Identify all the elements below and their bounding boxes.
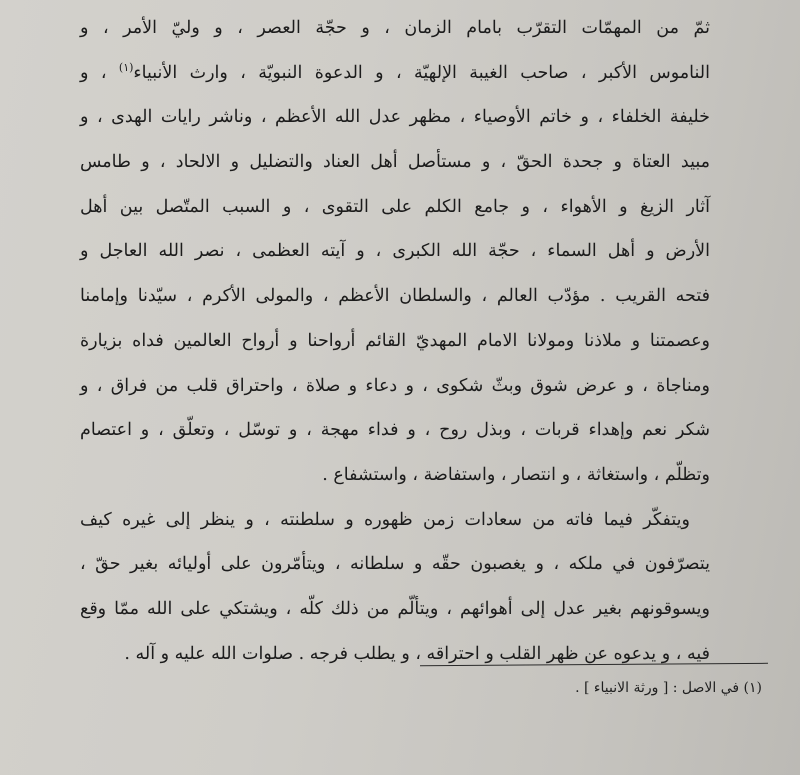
text-line: شكر نعم وإهداء قربات ، وبذل روح ، و فداء مهجة ، و توسّل ، وتعلّق ، و اعتصام [80, 420, 710, 441]
text-line: ويسوقونهم بغير عدل إلى أهوائهم ، ويتألّم من ذلك كلّه ، ويشتكي على الله ممّا وقع [80, 598, 710, 619]
main-text [80, 6, 710, 676]
text-line: فتحه القريب . مؤدّب العالم ، والسلطان الأعظم ، والمولى الأكرم ، سيّدنا وإمامنا [80, 286, 710, 307]
text-line: وعصمتنا و ملاذنا ومولانا الامام المهديّ القائم أرواحنا و أرواح العالمين فداه بزيارة [80, 330, 710, 351]
text-line: ومناجاة ، و عرض شوق وبثّ شكوى ، و دعاء و صلاة ، واحتراق قلب من فراق ، و [80, 375, 710, 396]
text-segment: ، و [80, 62, 107, 83]
footnote-text: في الاصل : [ ورثة الانبياء ] . [575, 680, 740, 696]
text-line [80, 51, 710, 96]
text-line: خليفة الخلفاء ، و خاتم الأوصياء ، مظهر عدل الله الأعظم ، وناشر رايات الهدى ، و [80, 107, 710, 128]
footnote-marker: (١) [118, 60, 134, 74]
text-line: فيه ، و يدعوه عن ظهر القلب و احتراقه ، و يطلب فرجه . صلوات الله عليه و آله . [124, 643, 710, 664]
text-line: وتظلّم ، واستغاثة ، و انتصار ، واستفاضة ، واستشفاع . [322, 464, 710, 485]
text-line: ويتفكّر فيما فاته من سعادات زمن ظهوره و سلطنته ، و ينظر إلى غيره كيف [80, 509, 690, 530]
text-line: مبيد العتاة و جحدة الحقّ ، و مستأصل أهل العناد والتضليل و الالحاد ، و طامس [80, 152, 710, 173]
text-line: آثار الزيغ و الأهواء ، و جامع الكلم على التقوى ، و السبب المتّصل بين أهل [80, 196, 710, 217]
text-line: ثمّ من المهمّات التقرّب بامام الزمان ، و حجّة العصر ، و وليّ الأمر ، و [80, 18, 710, 38]
text-segment: الناموس الأكبر ، صاحب الغيبة الإلهيّة ، و الدعوة النبويّة ، وارث الأنبياء [133, 62, 710, 83]
text-line: الأرض و أهل السماء ، حجّة الله الكبرى ، و آيته العظمى ، نصر الله العاجل و [80, 241, 710, 262]
footnote [360, 680, 762, 696]
text-line: يتصرّفون في ملكه ، و يغصبون حقّه و سلطانه ، ويتأمّرون على أوليائه بغير حقّ ، [80, 554, 710, 575]
footnote-number: (١) [743, 680, 762, 696]
